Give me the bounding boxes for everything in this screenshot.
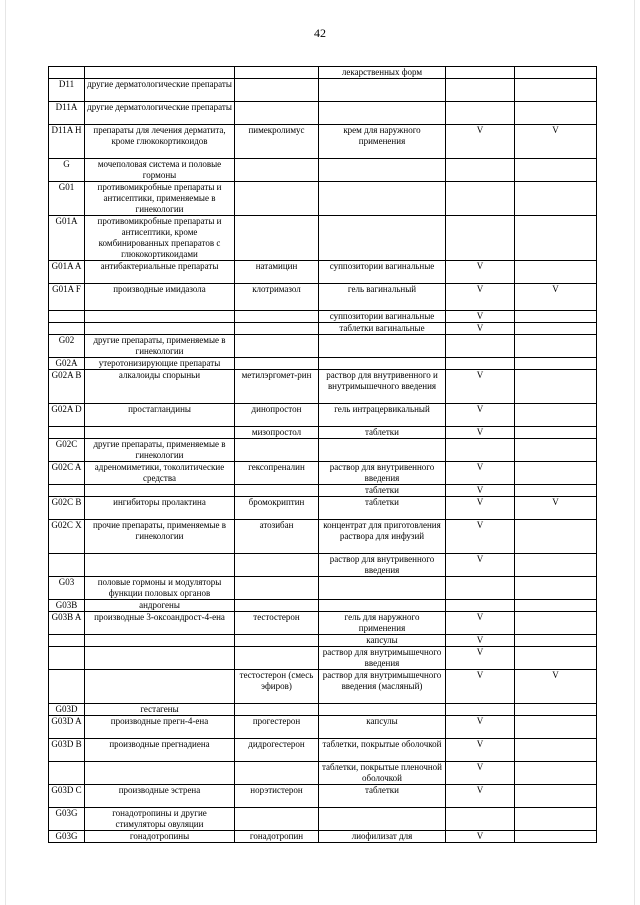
atc-group-cell: гестагены [85, 704, 235, 716]
mark-column-1-cell: V [446, 497, 515, 520]
mark-column-1-cell: V [446, 462, 515, 485]
mark-column-1-cell: V [446, 647, 515, 670]
mark-column-1-cell: V [446, 427, 515, 439]
mark-column-2-cell [515, 182, 597, 216]
mark-column-1-cell [446, 216, 515, 261]
drug-name-cell [235, 323, 319, 335]
drug-name-cell [235, 67, 319, 79]
mark-column-1-cell: V [446, 762, 515, 785]
drug-name-cell [235, 600, 319, 612]
atc-code-cell: D11A H [49, 125, 85, 159]
table-row [49, 79, 597, 102]
atc-group-cell: производные эстрена [85, 785, 235, 808]
table-row [49, 635, 597, 647]
dosage-form-cell: таблетки вагинальные [319, 323, 446, 335]
drug-name-cell: метилэргомет-рин [235, 370, 319, 404]
table-row [49, 612, 597, 635]
mark-column-2-cell [515, 739, 597, 762]
drug-name-cell [235, 554, 319, 577]
dosage-form-cell [319, 182, 446, 216]
atc-group-cell: гонадотропины и другие стимуляторы овуляции [85, 808, 235, 831]
table-row [49, 102, 597, 125]
atc-code-cell: G02A B [49, 370, 85, 404]
mark-column-2-cell [515, 485, 597, 497]
table-row [49, 427, 597, 439]
atc-code-cell [49, 762, 85, 785]
mark-column-2-cell [515, 462, 597, 485]
atc-code-cell [49, 635, 85, 647]
atc-group-cell [85, 554, 235, 577]
page-number: 42 [314, 26, 326, 40]
table-row [49, 808, 597, 831]
table-row [49, 577, 597, 600]
drug-name-cell: дидрогестерон [235, 739, 319, 762]
dosage-form-cell [319, 577, 446, 600]
left-edge-line [5, 0, 6, 905]
atc-group-cell: алкалоиды спорыньи [85, 370, 235, 404]
mark-column-1-cell: V [446, 485, 515, 497]
atc-group-cell [85, 485, 235, 497]
mark-column-2-cell: V [515, 670, 597, 704]
mark-column-1-cell: V [446, 554, 515, 577]
atc-group-cell [85, 67, 235, 79]
drug-name-cell [235, 577, 319, 600]
drug-name-cell: атозибан [235, 520, 319, 554]
drug-name-cell [235, 159, 319, 182]
atc-group-cell: другие дерматологические препараты [85, 79, 235, 102]
atc-code-cell: G02C [49, 439, 85, 462]
table-row [49, 358, 597, 370]
mark-column-1-cell [446, 358, 515, 370]
atc-code-cell [49, 647, 85, 670]
dosage-form-cell [319, 159, 446, 182]
drug-name-cell [235, 79, 319, 102]
drug-name-cell [235, 335, 319, 358]
table-row [49, 335, 597, 358]
atc-code-cell: G03B A [49, 612, 85, 635]
drug-name-cell [235, 808, 319, 831]
drug-name-cell [235, 439, 319, 462]
atc-code-cell: G [49, 159, 85, 182]
drug-name-cell: динопростон [235, 404, 319, 427]
atc-group-cell [85, 635, 235, 647]
atc-code-cell: G03 [49, 577, 85, 600]
table-row [49, 284, 597, 311]
table-row [49, 462, 597, 485]
drug-name-cell [235, 485, 319, 497]
mark-column-1-cell [446, 159, 515, 182]
mark-column-1-cell [446, 67, 515, 79]
table-row [49, 370, 597, 404]
drug-name-cell: бромокриптин [235, 497, 319, 520]
atc-group-cell: другие препараты, применяемые в гинекологии [85, 439, 235, 462]
table-row [49, 704, 597, 716]
mark-column-1-cell: V [446, 716, 515, 739]
mark-column-1-cell: V [446, 831, 515, 843]
mark-column-2-cell [515, 67, 597, 79]
atc-code-cell: G02C X [49, 520, 85, 554]
atc-code-cell: G01 [49, 182, 85, 216]
dosage-form-cell: раствор для внутривенного введения [319, 462, 446, 485]
dosage-form-cell: лиофилизат для [319, 831, 446, 843]
drug-name-cell [235, 182, 319, 216]
dosage-form-cell: таблетки [319, 497, 446, 520]
dosage-form-cell: таблетки [319, 785, 446, 808]
mark-column-1-cell: V [446, 739, 515, 762]
dosage-form-cell [319, 102, 446, 125]
dosage-form-cell: капсулы [319, 716, 446, 739]
table-row [49, 125, 597, 159]
mark-column-2-cell [515, 79, 597, 102]
dosage-form-cell [319, 79, 446, 102]
atc-group-cell: производные прегн-4-ена [85, 716, 235, 739]
mark-column-2-cell [515, 427, 597, 439]
atc-code-cell [49, 323, 85, 335]
atc-code-cell: G02A D [49, 404, 85, 427]
mark-column-1-cell [446, 102, 515, 125]
mark-column-2-cell [515, 261, 597, 284]
atc-code-cell: G03D C [49, 785, 85, 808]
atc-code-cell: G02A [49, 358, 85, 370]
atc-group-cell: простагландины [85, 404, 235, 427]
mark-column-1-cell [446, 182, 515, 216]
mark-column-2-cell [515, 612, 597, 635]
mark-column-1-cell [446, 335, 515, 358]
table-row [49, 311, 597, 323]
atc-group-cell: другие дерматологические препараты [85, 102, 235, 125]
atc-code-cell [49, 554, 85, 577]
table-row [49, 159, 597, 182]
atc-group-cell: андрогены [85, 600, 235, 612]
mark-column-1-cell: V [446, 323, 515, 335]
mark-column-1-cell [446, 79, 515, 102]
drug-name-cell [235, 358, 319, 370]
atc-group-cell [85, 670, 235, 704]
table-row [49, 404, 597, 427]
table-row [49, 67, 597, 79]
dosage-form-cell [319, 808, 446, 831]
dosage-form-cell: таблетки, покрытые пленочной оболочкой [319, 762, 446, 785]
atc-code-cell [49, 485, 85, 497]
mark-column-2-cell [515, 554, 597, 577]
drug-name-cell [235, 102, 319, 125]
atc-code-cell: G03G [49, 831, 85, 843]
atc-group-cell [85, 427, 235, 439]
table-row [49, 785, 597, 808]
mark-column-2-cell [515, 704, 597, 716]
mark-column-1-cell: V [446, 125, 515, 159]
atc-group-cell: прочие препараты, применяемые в гинекологии [85, 520, 235, 554]
drug-name-cell: прогестерон [235, 716, 319, 739]
drug-name-cell [235, 647, 319, 670]
drug-name-cell [235, 704, 319, 716]
atc-code-cell: G03D A [49, 716, 85, 739]
dosage-form-cell: гель для наружного применения [319, 612, 446, 635]
atc-code-cell: G01A [49, 216, 85, 261]
dosage-form-cell: раствор для внутривенного и внутримышечного введения [319, 370, 446, 404]
dosage-form-cell: раствор для внутримышечного введения (масляный) [319, 670, 446, 704]
dosage-form-cell: капсулы [319, 635, 446, 647]
atc-group-cell: мочеполовая система и половые гормоны [85, 159, 235, 182]
table-row [49, 670, 597, 704]
atc-code-cell [49, 311, 85, 323]
drug-name-cell [235, 216, 319, 261]
drug-name-cell [235, 635, 319, 647]
table-row [49, 520, 597, 554]
dosage-form-cell: таблетки [319, 485, 446, 497]
drug-name-cell: мизопростол [235, 427, 319, 439]
atc-group-cell [85, 762, 235, 785]
dosage-form-cell: крем для наружного применения [319, 125, 446, 159]
atc-group-cell: антибактериальные препараты [85, 261, 235, 284]
drug-name-cell: пимекролимус [235, 125, 319, 159]
atc-group-cell [85, 323, 235, 335]
dosage-form-cell: концентрат для приготовления раствора для инфузий [319, 520, 446, 554]
table-row [49, 497, 597, 520]
dosage-form-cell: гель интрацервикальный [319, 404, 446, 427]
dosage-form-cell: лекарственных форм [319, 67, 446, 79]
right-edge-line [634, 0, 635, 905]
atc-group-cell: противомикробные препараты и антисептики, кроме комбинированных препаратов с глюкокортикоидами [85, 216, 235, 261]
mark-column-1-cell: V [446, 370, 515, 404]
dosage-form-cell: суппозитории вагинальные [319, 311, 446, 323]
mark-column-1-cell [446, 577, 515, 600]
atc-group-cell: утеротонизирующие препараты [85, 358, 235, 370]
mark-column-2-cell [515, 102, 597, 125]
atc-code-cell: G03B [49, 600, 85, 612]
mark-column-1-cell: V [446, 785, 515, 808]
mark-column-2-cell [515, 335, 597, 358]
atc-code-cell: D11A [49, 102, 85, 125]
table-row [49, 485, 597, 497]
table-row [49, 739, 597, 762]
atc-group-cell: адреномиметики, токолитические средства [85, 462, 235, 485]
dosage-form-cell: раствор для внутримышечного введения [319, 647, 446, 670]
mark-column-2-cell [515, 404, 597, 427]
mark-column-2-cell [515, 311, 597, 323]
table-row [49, 716, 597, 739]
drug-name-cell: норэтистерон [235, 785, 319, 808]
table-row [49, 323, 597, 335]
dosage-form-cell: раствор для внутривенного введения [319, 554, 446, 577]
mark-column-1-cell: V [446, 670, 515, 704]
dosage-form-cell [319, 704, 446, 716]
mark-column-2-cell [515, 439, 597, 462]
mark-column-2-cell [515, 577, 597, 600]
dosage-form-cell [319, 439, 446, 462]
drug-name-cell: тестостерон [235, 612, 319, 635]
atc-code-cell: G01A F [49, 284, 85, 311]
atc-code-cell: G03D B [49, 739, 85, 762]
mark-column-2-cell [515, 520, 597, 554]
dosage-form-cell [319, 600, 446, 612]
dosage-form-cell: гель вагинальный [319, 284, 446, 311]
atc-group-cell: другие препараты, применяемые в гинекологии [85, 335, 235, 358]
drug-name-cell: клотримазол [235, 284, 319, 311]
table-row [49, 439, 597, 462]
atc-group-cell: производные прегнадиена [85, 739, 235, 762]
mark-column-1-cell: V [446, 635, 515, 647]
mark-column-2-cell [515, 762, 597, 785]
table-row [49, 831, 597, 843]
table-row [49, 762, 597, 785]
atc-code-cell: D11 [49, 79, 85, 102]
mark-column-2-cell [515, 635, 597, 647]
table-row [49, 554, 597, 577]
mark-column-2-cell [515, 808, 597, 831]
mark-column-2-cell: V [515, 284, 597, 311]
mark-column-2-cell [515, 716, 597, 739]
drug-name-cell: тестостерон (смесь эфиров) [235, 670, 319, 704]
atc-code-cell: G02C A [49, 462, 85, 485]
mark-column-2-cell: V [515, 497, 597, 520]
dosage-form-cell: суппозитории вагинальные [319, 261, 446, 284]
atc-group-cell [85, 311, 235, 323]
atc-group-cell [85, 647, 235, 670]
atc-code-cell [49, 67, 85, 79]
drug-name-cell: гонадотропин [235, 831, 319, 843]
atc-group-cell: ингибиторы пролактина [85, 497, 235, 520]
mark-column-1-cell: V [446, 311, 515, 323]
atc-code-cell: G03G [49, 808, 85, 831]
atc-group-cell: противомикробные препараты и антисептики, применяемые в гинекологии [85, 182, 235, 216]
mark-column-2-cell [515, 358, 597, 370]
atc-code-cell: G02C B [49, 497, 85, 520]
mark-column-2-cell [515, 370, 597, 404]
drug-name-cell [235, 311, 319, 323]
mark-column-1-cell: V [446, 261, 515, 284]
table-row [49, 182, 597, 216]
mark-column-2-cell [515, 785, 597, 808]
atc-code-cell [49, 670, 85, 704]
atc-group-cell: производные 3-оксоандрост-4-ена [85, 612, 235, 635]
atc-code-cell [49, 427, 85, 439]
drug-name-cell: гексопреналин [235, 462, 319, 485]
drug-name-cell [235, 762, 319, 785]
atc-group-cell: производные имидазола [85, 284, 235, 311]
atc-code-cell: G01A A [49, 261, 85, 284]
mark-column-2-cell [515, 159, 597, 182]
mark-column-2-cell [515, 323, 597, 335]
dosage-form-cell [319, 216, 446, 261]
mark-column-2-cell: V [515, 125, 597, 159]
table-row [49, 647, 597, 670]
mark-column-1-cell [446, 808, 515, 831]
drug-name-cell: натамицин [235, 261, 319, 284]
dosage-form-cell [319, 335, 446, 358]
mark-column-1-cell [446, 600, 515, 612]
mark-column-1-cell: V [446, 404, 515, 427]
drug-list-table [48, 66, 597, 843]
dosage-form-cell [319, 358, 446, 370]
mark-column-1-cell: V [446, 284, 515, 311]
atc-group-cell: препараты для лечения дерматита, кроме глюкокортикоидов [85, 125, 235, 159]
mark-column-2-cell [515, 216, 597, 261]
atc-code-cell: G02 [49, 335, 85, 358]
dosage-form-cell: таблетки [319, 427, 446, 439]
atc-group-cell: половые гормоны и модуляторы функции половых органов [85, 577, 235, 600]
mark-column-2-cell [515, 600, 597, 612]
mark-column-1-cell [446, 439, 515, 462]
table-row [49, 600, 597, 612]
atc-code-cell: G03D [49, 704, 85, 716]
mark-column-1-cell: V [446, 612, 515, 635]
table-row [49, 216, 597, 261]
mark-column-1-cell [446, 704, 515, 716]
mark-column-2-cell [515, 831, 597, 843]
dosage-form-cell: таблетки, покрытые оболочкой [319, 739, 446, 762]
mark-column-1-cell: V [446, 520, 515, 554]
table-row [49, 261, 597, 284]
mark-column-2-cell [515, 647, 597, 670]
atc-group-cell: гонадотропины [85, 831, 235, 843]
